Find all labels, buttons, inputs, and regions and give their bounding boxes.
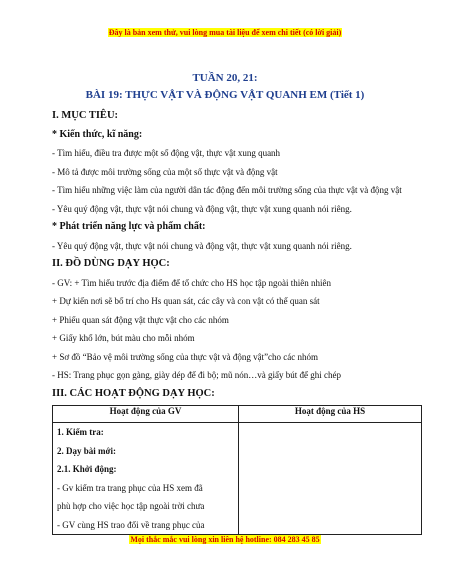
gv-activities-cell	[53, 423, 239, 535]
competence-heading: * Phát triển năng lực và phẩm chất:	[52, 221, 206, 232]
gv-line: - Gv kiểm tra trang phục của HS xem đã	[57, 482, 203, 493]
objectives-heading: I. MỤC TIÊU:	[52, 110, 119, 121]
gv-column-header: Hoạt động của GV	[53, 406, 239, 423]
preview-notice-text: Đây là bản xem thử, vui lòng mua tài liệu để xem chi tiết (có lời giải)	[108, 28, 342, 37]
gv-line: - GV cùng HS trao đổi về trang phục của	[57, 519, 205, 530]
materials-item: + Sơ đồ “Bảo vệ môi trường sống của thực vật và động vật”cho các nhóm	[52, 351, 319, 362]
materials-item: + Dự kiến nơi sẽ bố trí cho Hs quan sát, các cây và con vật có thể quan sát	[52, 296, 320, 306]
hs-column-header: Hoạt động của HS	[239, 406, 422, 423]
gv-line: 2. Dạy bài mới:	[57, 445, 116, 456]
hotline-banner	[0, 535, 450, 544]
activities-heading: III. CÁC HOẠT ĐỘNG DẠY HỌC:	[52, 387, 215, 399]
competence-item: - Yêu quý động vật, thực vật nói chung và động vật, thực vật xung quanh nói riêng.	[52, 240, 352, 251]
materials-item: + Phiếu quan sát động vật thực vật cho các nhóm	[52, 314, 229, 325]
gv-line: 1. Kiểm tra:	[57, 427, 104, 437]
week-heading: TUẦN 20, 21:	[192, 72, 258, 84]
knowledge-item: - Mô tả được môi trường sống của một số thực vật và động vật	[52, 166, 278, 177]
knowledge-item: - Tìm hiểu, điều tra được một số động vật, thực vật xung quanh	[52, 148, 281, 158]
lesson-title: BÀI 19: THỰC VẬT VÀ ĐỘNG VẬT QUANH EM (Tiết 1)	[85, 89, 365, 101]
hs-activities-cell	[239, 423, 422, 535]
activities-table	[52, 405, 422, 535]
materials-item: - HS: Trang phục gọn gàng, giày dép để đi bộ; mũ nón…và giấy bút để ghi chép	[52, 370, 341, 380]
gv-line: 2.1. Khởi động:	[57, 464, 117, 474]
hotline-text: Mọi thắc mắc vui lòng xin liên hệ hotline: 084 283 45 85	[130, 535, 320, 544]
document-body	[52, 107, 422, 535]
knowledge-heading: * Kiến thức, kĩ năng:	[52, 128, 143, 140]
materials-item: + Giấy khổ lớn, bút màu cho mỗi nhóm	[52, 333, 195, 343]
materials-heading: II. ĐỒ DÙNG DẠY HỌC:	[52, 258, 170, 269]
materials-item: - GV: + Tìm hiểu trước địa điểm để tổ chức cho HS học tập ngoài thiên nhiên	[52, 277, 331, 288]
preview-notice-banner	[0, 28, 450, 37]
knowledge-item: - Tìm hiểu những việc làm của người dân tác động đến môi trường sống của thực vật và động vật	[52, 185, 402, 195]
gv-line: phù hợp cho việc học tập ngoài trời chưa	[57, 501, 205, 511]
knowledge-item: - Yêu quý động vật, thực vật nói chung và động vật, thực vật xung quanh nói riêng.	[52, 203, 352, 214]
